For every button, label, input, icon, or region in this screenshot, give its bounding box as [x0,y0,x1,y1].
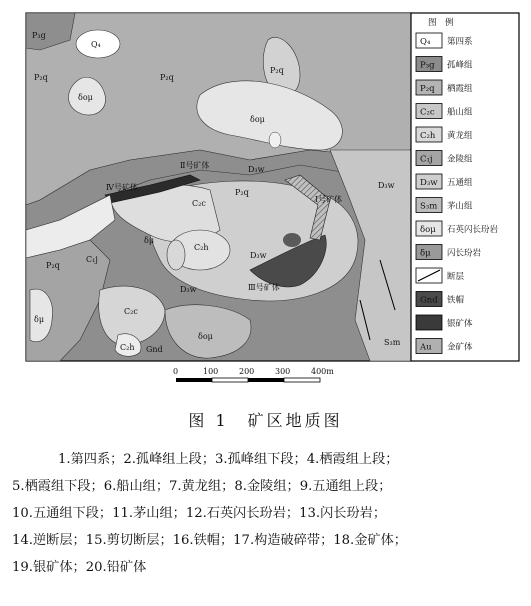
scale-seg-3 [248,378,284,382]
label-ore-i: Ⅰ号矿体 [315,195,343,204]
legend-symbol: P₃g [420,60,435,71]
label-p2q-w: P₂q [34,73,48,82]
scale-bar [173,367,334,382]
label-d3w-right: D₃w [378,181,395,190]
legend [411,13,519,361]
label-c1j-a: C₁j [86,255,98,264]
legend-label: 铁帽 [447,295,465,306]
label-ore-iii: Ⅲ号矿体 [248,283,280,292]
legend-label: 银矿体 [447,319,473,329]
legend-label: 金陵组 [447,154,473,165]
legend-label: 闪长玢岩 [447,248,482,259]
label-delta-mu-a: δμ [144,236,155,245]
legend-symbol: C₂h [420,131,436,141]
lens-dark-a [283,233,301,247]
unit-delta-mu-lens [167,240,185,270]
label-p2q-center: P₂q [160,73,174,82]
figure-caption [12,446,522,581]
legend-label: 石英闪长玢岩 [447,225,499,235]
label-q4: Q₄ [91,40,101,49]
label-d3w-a: D₃w [248,165,265,174]
scale-tick-200: 200 [239,367,255,376]
caption-line-2: 5.栖霞组下段；6.船山组；7.黄龙组；8.金陵组；9.五通组上段； [12,479,392,494]
label-dom-mid: δομ [250,115,265,124]
scale-tick-100: 100 [203,367,219,376]
label-ore-iv: Ⅳ号矿体 [106,183,138,192]
legend-symbol: C₂c [420,107,435,118]
label-dom-top: δομ [78,93,93,102]
legend-label: 茅山组 [447,201,473,212]
label-d3w-d: D₃w [180,285,197,294]
scale-seg-4 [284,378,320,382]
label-c2c-a: C₂c [192,199,206,208]
legend-symbol: C₁j [420,154,433,165]
figure-title: 图 1 矿区地质图 [188,411,343,430]
label-gnd-s: Gnd [146,345,163,354]
legend-symbol: Au [420,342,432,353]
legend-symbol: D₃w [420,178,438,188]
legend-label: 第四系 [447,37,473,47]
label-delta-mu-sw: δμ [34,315,45,324]
scale-seg-2 [212,378,248,382]
legend-symbol: P₂q [420,84,435,94]
label-p2q-b: P₂q [235,188,249,197]
legend-label: 船山组 [447,107,473,118]
scale-tick-0: 0 [173,367,179,376]
legend-label: 孤峰组 [447,60,473,71]
label-s3m-se: S₃m [384,338,401,347]
legend-label: 黄龙组 [447,131,473,141]
scale-tick-400m: 400m [311,367,334,376]
legend-label: 断层 [447,272,465,282]
legend-symbol: δομ [420,225,436,235]
label-c2h-a: C₂h [194,243,209,252]
legend-symbol: Gnd [420,295,438,306]
label-p3g-nw: P₃g [32,31,46,40]
label-dom-s: δομ [198,332,213,341]
caption-line-3: 10.五通组下段；11.茅山组；12.石英闪长玢岩；13.闪长玢岩； [12,506,387,521]
legend-swatch [416,315,442,330]
map-area [26,13,411,361]
label-c2h-s: C₂h [120,343,135,352]
label-p2q-sw: P₂q [46,261,60,270]
caption-line-4: 14.逆断层；15.剪切断层；16.铁帽；17.构造破碎带；18.金矿体； [12,533,407,548]
legend-title: 图 例 [428,18,454,28]
legend-label: 金矿体 [447,342,473,353]
legend-symbol: δμ [420,248,431,259]
label-c2c-s: C₂c [124,307,138,316]
scale-tick-300: 300 [275,367,291,376]
caption-line-5: 19.银矿体；20.铅矿体 [12,560,147,575]
lens-dark-b [269,132,281,148]
scale-seg-1 [176,378,212,382]
label-ore-ii: Ⅱ号矿体 [180,161,210,170]
caption-line-1: 1.第四系；2.孤峰组上段；3.孤峰组下段；4.栖霞组上段； [58,452,399,467]
legend-symbol: Q₄ [420,37,431,47]
label-d3w-c: D₃w [250,251,267,260]
legend-label: 栖霞组 [447,84,473,94]
label-p2q-right: P₂q [270,66,284,75]
legend-symbol: S₃m [420,201,438,212]
legend-label: 五通组 [447,178,473,188]
